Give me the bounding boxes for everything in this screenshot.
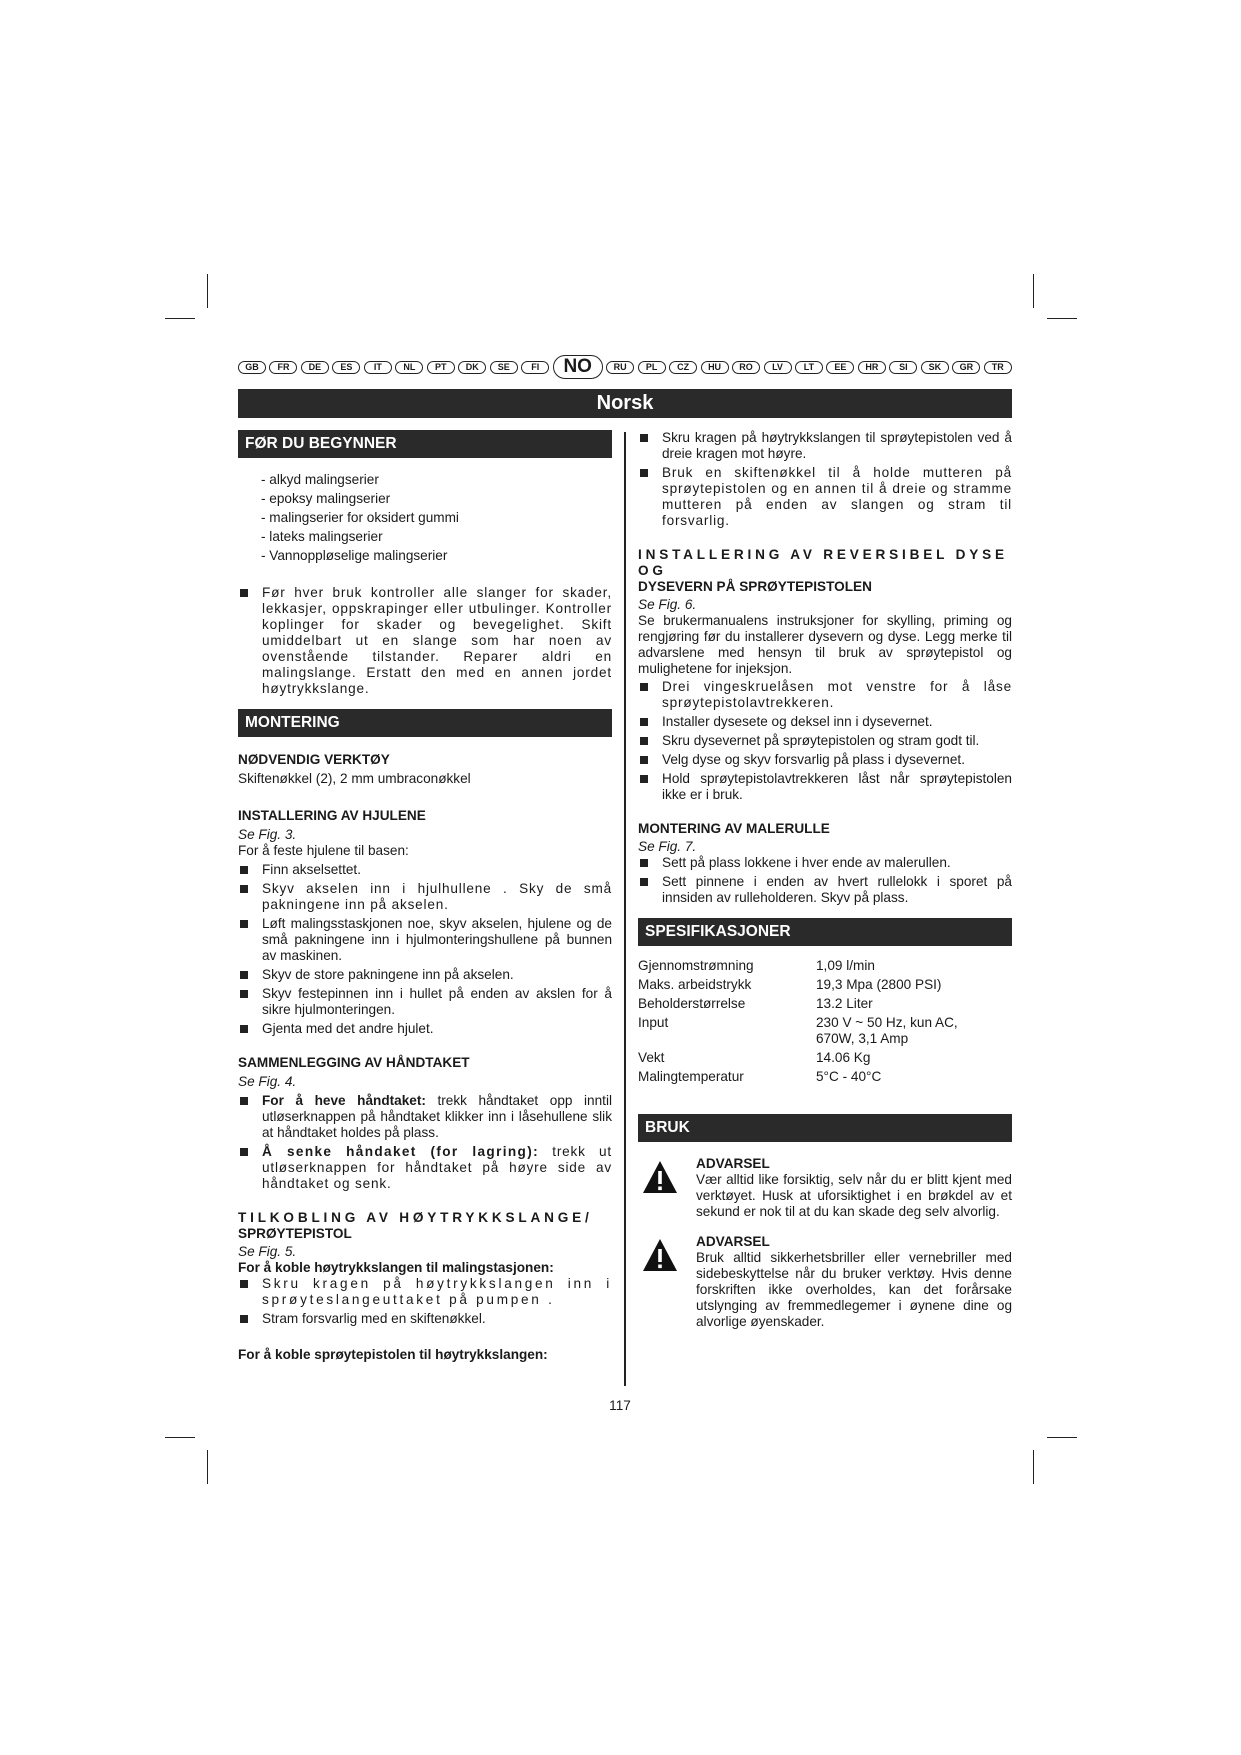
list-item <box>638 679 1012 711</box>
list-item: - lateks malingserier <box>261 529 383 544</box>
nozzle-list <box>638 679 1012 803</box>
subheading-roller: MONTERING AV MALERULLE <box>638 821 830 836</box>
language-selector <box>238 356 1012 378</box>
warning-text: Bruk alltid sikkerhetsbriller eller vernebriller med sidebeskyttelse når du bruker verktøy. Hvis denne forskriften ikke overholdes, kan det forårsake utslynging av fremmedlegemer i øynene dine og alvorlige øyenskader. <box>696 1250 1012 1329</box>
list-item: - Vannoppløselige malingserier <box>261 548 448 563</box>
list-item-label: For å heve håndtaket: <box>262 1093 426 1108</box>
roller-list <box>638 855 1012 906</box>
list-item <box>238 585 612 697</box>
figure-reference: Se Fig. 6. <box>638 597 697 612</box>
spec-label: Input <box>638 1015 669 1030</box>
gun-subheading: For å koble sprøytepistolen til høytrykkslangen: <box>238 1347 548 1362</box>
bullet-square-icon <box>640 859 648 867</box>
bullet-square-icon <box>640 756 648 764</box>
table-row <box>638 1013 1012 1048</box>
bullet-square-icon <box>240 1025 248 1033</box>
list-item <box>638 714 1012 730</box>
list-item-text: Velg dyse og skyv forsvarlig på plass i dysevernet. <box>662 752 965 767</box>
crop-mark <box>1047 1437 1077 1438</box>
list-item-text: Stram forsvarlig med en skiftenøkkel. <box>262 1311 486 1326</box>
figure-reference: Se Fig. 7. <box>638 839 697 854</box>
list-item <box>638 874 1012 906</box>
bullet-square-icon <box>240 589 248 597</box>
bullet-square-icon <box>240 866 248 874</box>
hose-list <box>238 1276 612 1327</box>
lang-sk: SK <box>921 361 949 374</box>
list-item <box>638 465 1012 529</box>
list-item-text: Skru kragen på høytrykkslangen inn i sprøyteslangeuttaket på pumpen . <box>262 1276 612 1307</box>
list-item <box>238 1276 612 1308</box>
warning-triangle-icon <box>642 1160 678 1194</box>
bullet-square-icon <box>640 469 648 477</box>
paint-type-list <box>238 470 612 565</box>
gun-list <box>638 430 1012 529</box>
hose-subheading: For å koble høytrykkslangen til malingstasjonen: <box>238 1260 554 1275</box>
crop-mark <box>165 318 195 319</box>
subheading-hose-connection-cont: SPRØYTEPISTOL <box>238 1226 352 1241</box>
bullet-square-icon <box>240 885 248 893</box>
lang-si: SI <box>889 361 917 374</box>
list-item <box>638 752 1012 768</box>
warning-block <box>638 1234 1012 1330</box>
spec-label: Vekt <box>638 1050 665 1065</box>
list-item <box>238 986 612 1018</box>
spec-value-line: 230 V ~ 50 Hz, kun AC, <box>816 1015 958 1030</box>
crop-mark <box>1047 318 1077 319</box>
table-row <box>638 1067 1012 1086</box>
list-item-text: trekk ut utløserknappen for håndtaket på høyre side av håndtaket og senk. <box>262 1144 612 1191</box>
wheels-list <box>238 862 612 1037</box>
list-item <box>238 862 612 878</box>
list-item-text: Bruk en skiftenøkkel til å holde mutteren på sprøytepistolen og en annen til å dreie og stramme mutteren på enden av slangen og stram til forsvarlig. <box>662 465 1012 528</box>
warning-block <box>638 1156 1012 1220</box>
list-item <box>638 733 1012 749</box>
table-row <box>638 956 1012 975</box>
section-header-specifications: SPESIFIKASJONER <box>638 918 1012 946</box>
subheading-hose-connection: TILKOBLING AV HØYTRYKKSLANGE/ <box>238 1210 593 1225</box>
lang-hr: HR <box>858 361 886 374</box>
subheading-handle: SAMMENLEGGING AV HÅNDTAKET <box>238 1055 470 1070</box>
bullet-square-icon <box>240 990 248 998</box>
lang-fi: FI <box>521 361 549 374</box>
lang-tr: TR <box>984 361 1012 374</box>
right-column <box>638 430 1012 1330</box>
bullet-square-icon <box>240 1315 248 1323</box>
list-item <box>238 881 612 913</box>
lang-lv: LV <box>764 361 792 374</box>
warning-heading: ADVARSEL <box>696 1234 770 1249</box>
nozzle-intro: Se brukermanualens instruksjoner for skylling, priming og rengjøring før du installerer dysevern og dyse. Legg merke til advarslene med hensyn til bruk av sprøytepistol og mulighetene for injeksjon. <box>638 613 1012 676</box>
lang-ru: RU <box>606 361 634 374</box>
list-item-text: Hold sprøytepistolavtrekkeren låst når sprøytepistolen ikke er i bruk. <box>662 771 1012 802</box>
handle-list <box>238 1093 612 1192</box>
lang-gr: GR <box>952 361 980 374</box>
subheading-wheels: INSTALLERING AV HJULENE <box>238 808 426 823</box>
figure-reference: Se Fig. 4. <box>238 1074 297 1089</box>
warning-heading: ADVARSEL <box>696 1156 770 1171</box>
crop-mark <box>1033 1450 1034 1484</box>
crop-mark <box>207 274 208 308</box>
list-item-text: Sett pinnene i enden av hvert rullelokk i sporet på innsiden av rulleholderen. Skyv på plass. <box>662 874 1012 905</box>
subheading-nozzle-cont: DYSEVERN PÅ SPRØYTEPISTOLEN <box>638 579 872 594</box>
lang-it: IT <box>364 361 392 374</box>
left-column <box>238 430 612 1363</box>
list-item-text: Skru dysevernet på sprøytepistolen og stram godt til. <box>662 733 980 748</box>
tools-text: Skiftenøkkel (2), 2 mm umbraconøkkel <box>238 771 471 786</box>
table-row <box>638 1048 1012 1067</box>
specifications-table <box>638 956 1012 1086</box>
list-item-label: Å senke håndaket (for lagring): <box>262 1144 539 1159</box>
subheading-nozzle: INSTALLERING AV REVERSIBEL DYSE OG <box>638 547 1008 578</box>
list-item-text: Gjenta med det andre hjulet. <box>262 1021 434 1036</box>
lang-no-active: NO <box>553 355 603 379</box>
column-divider <box>624 432 626 1386</box>
spec-value: 13.2 Liter <box>816 996 873 1011</box>
list-item <box>638 430 1012 462</box>
list-item-text: Installer dysesete og deksel inn i dysevernet. <box>662 714 933 729</box>
bullet-square-icon <box>640 878 648 886</box>
spec-value: 5°C - 40°C <box>816 1069 882 1084</box>
lang-gb: GB <box>238 361 266 374</box>
list-item-text: Skyv festepinnen inn i hullet på enden av akslen for å sikre hjulmonteringen. <box>262 986 612 1017</box>
lang-de: DE <box>301 361 329 374</box>
spec-value-line: 670W, 3,1 Amp <box>816 1031 909 1046</box>
lang-es: ES <box>332 361 360 374</box>
subheading-tools: NØDVENDIG VERKTØY <box>238 752 390 767</box>
list-item-text: Finn akselsettet. <box>262 862 361 877</box>
hose-check-list <box>238 585 612 697</box>
page-title: Norsk <box>238 389 1012 418</box>
list-item <box>238 1093 612 1141</box>
list-item <box>238 967 612 983</box>
list-item-text: Før hver bruk kontroller alle slanger for skader, lekkasjer, oppskrapinger eller utbulinger. Kontroller koplinger for skader og bevegelighet. Skift umiddelbart ut en slange som har noen av ovenstående tilstander. Reparer aldri en malingslange. Erstatt den med en annen jordet høytrykkslange. <box>262 585 612 696</box>
bullet-square-icon <box>240 971 248 979</box>
list-item <box>238 1144 612 1192</box>
list-item <box>638 771 1012 803</box>
page-number: 117 <box>609 1398 631 1413</box>
lang-ee: EE <box>826 361 854 374</box>
list-item <box>238 916 612 964</box>
spec-label: Maks. arbeidstrykk <box>638 977 752 992</box>
bullet-square-icon <box>240 920 248 928</box>
list-item: - malingserier for oksidert gummi <box>261 510 459 525</box>
bullet-square-icon <box>640 683 648 691</box>
lang-pl: PL <box>638 361 666 374</box>
list-item <box>638 855 1012 871</box>
bullet-square-icon <box>640 718 648 726</box>
spec-label: Malingtemperatur <box>638 1069 744 1084</box>
spec-value: 19,3 Mpa (2800 PSI) <box>816 977 942 992</box>
crop-mark <box>207 1450 208 1484</box>
list-item-text: Skru kragen på høytrykkslangen til sprøytepistolen ved å dreie kragen mot høyre. <box>662 430 1012 461</box>
list-item-text: Drei vingeskruelåsen mot venstre for å låse sprøytepistolavtrekkeren. <box>662 679 1012 710</box>
list-item: - alkyd malingserier <box>261 472 379 487</box>
spec-label: Gjennomstrømning <box>638 958 754 973</box>
section-header-before-start: FØR DU BEGYNNER <box>238 430 612 458</box>
list-item-text: trekk håndtaket opp inntil utløserknappen på håndtaket klikker inn i låsehullene slik at håndtaket holdes på plass. <box>262 1093 612 1140</box>
lang-dk: DK <box>458 361 486 374</box>
list-item-text: Løft malingsstaskjonen noe, skyv akselen, hjulene og de små pakningene inn i hjulmonteringshullene på bunnen av maskinen. <box>262 916 612 963</box>
spec-value: 14.06 Kg <box>816 1050 871 1065</box>
table-row <box>638 975 1012 994</box>
bullet-square-icon <box>640 434 648 442</box>
lang-pt: PT <box>427 361 455 374</box>
crop-mark <box>1033 274 1034 308</box>
spec-value <box>816 1015 1012 1048</box>
lang-se: SE <box>490 361 518 374</box>
bullet-square-icon <box>240 1148 248 1156</box>
figure-reference: Se Fig. 5. <box>238 1244 297 1259</box>
figure-reference: Se Fig. 3. <box>238 827 297 842</box>
bullet-square-icon <box>640 737 648 745</box>
lang-cz: CZ <box>669 361 697 374</box>
list-item-text: Skyv de store pakningene inn på akselen. <box>262 967 514 982</box>
list-item: - epoksy malingserier <box>261 491 391 506</box>
bullet-square-icon <box>240 1280 248 1288</box>
list-item <box>238 1311 612 1327</box>
bullet-square-icon <box>240 1097 248 1105</box>
warning-text: Vær alltid like forsiktig, selv når du er blitt kjent med verktøyet. Husk at uforsiktighet i en brøkdel av et sekund er nok til at du kan skade deg selv alvorlig. <box>696 1172 1012 1219</box>
list-item-text: Sett på plass lokkene i hver ende av malerullen. <box>662 855 951 870</box>
lang-lt: LT <box>795 361 823 374</box>
section-header-use: BRUK <box>638 1114 1012 1142</box>
wheels-intro: For å feste hjulene til basen: <box>238 843 409 858</box>
lang-nl: NL <box>395 361 423 374</box>
list-item <box>238 1021 612 1037</box>
lang-ro: RO <box>732 361 760 374</box>
list-item-text: Skyv akselen inn i hjulhullene . Sky de små pakningene inn på akselen. <box>262 881 612 912</box>
spec-value: 1,09 l/min <box>816 958 875 973</box>
lang-fr: FR <box>269 361 297 374</box>
warning-triangle-icon <box>642 1238 678 1272</box>
table-row <box>638 994 1012 1013</box>
bullet-square-icon <box>640 775 648 783</box>
lang-hu: HU <box>701 361 729 374</box>
section-header-assembly: MONTERING <box>238 709 612 737</box>
crop-mark <box>165 1437 195 1438</box>
spec-label: Beholderstørrelse <box>638 996 746 1011</box>
